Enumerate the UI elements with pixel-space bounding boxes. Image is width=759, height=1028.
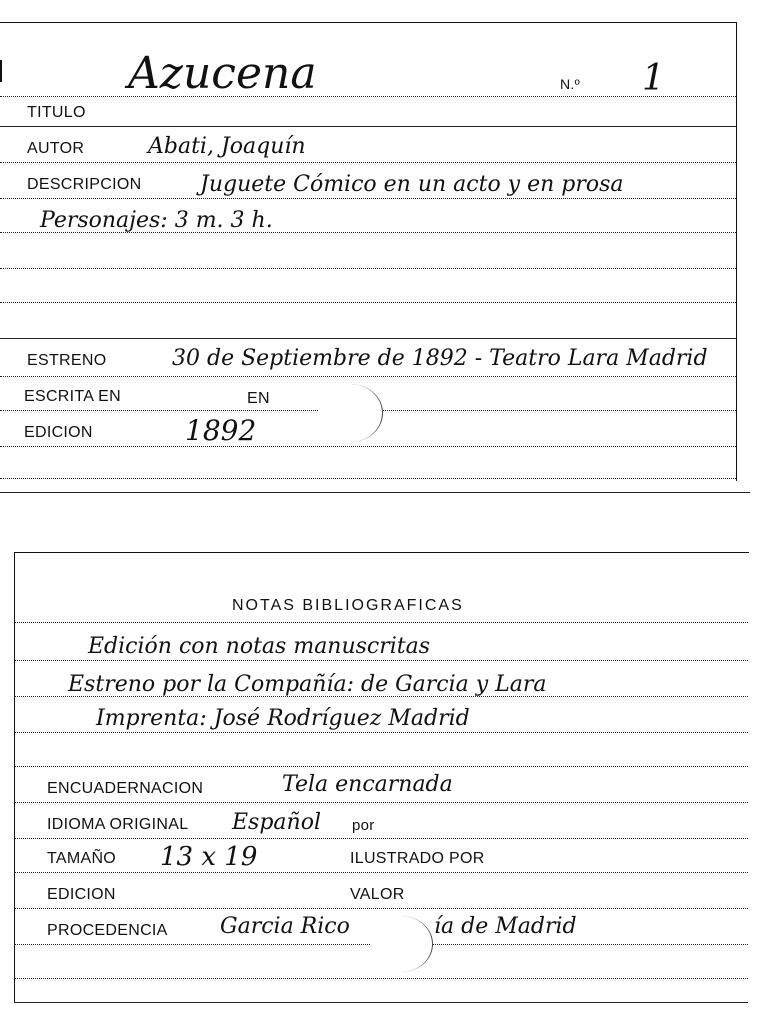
label-autor: AUTOR (27, 140, 85, 157)
value-edicion: 1892 (185, 414, 257, 447)
form-line (0, 302, 736, 303)
form-line (0, 232, 736, 233)
form-line (0, 446, 736, 447)
note-line-2: Estreno por la Compañía: de Garcia y Lara (68, 672, 547, 697)
form-line (0, 376, 736, 377)
note-line-3: Imprenta: José Rodríguez Madrid (96, 706, 470, 731)
paper-blot (318, 384, 383, 442)
value-idioma: Español (232, 810, 321, 835)
form-line (14, 978, 748, 979)
card-bottom-edge (14, 1002, 748, 1003)
form-line (14, 660, 748, 661)
form-line (14, 696, 748, 697)
value-encuadernacion: Tela encarnada (282, 772, 453, 797)
value-descripcion: Juguete Cómico en un acto y en prosa (200, 172, 624, 197)
number-label: N.º (560, 76, 581, 92)
form-line (14, 622, 748, 623)
label-descripcion: DESCRIPCION (27, 176, 142, 193)
label-por: por (352, 817, 375, 834)
form-line (14, 732, 748, 733)
form-line (14, 908, 748, 909)
label-procedencia: PROCEDENCIA (47, 922, 168, 939)
title-handwritten: Azucena (128, 48, 317, 99)
form-line (0, 338, 736, 339)
notes-heading: NOTAS BIBLIOGRAFICAS (232, 597, 464, 614)
value-autor: Abati, Joaquín (148, 134, 306, 159)
value-procedencia-tail: ía de Madrid (434, 914, 577, 939)
label-encuadernacion: ENCUADERNACION (47, 780, 204, 797)
note-line-1: Edición con notas manuscritas (88, 634, 431, 659)
label-ilustrado: ILUSTRADO POR (350, 850, 485, 867)
form-line (0, 96, 736, 97)
label-edicion-2: EDICION (47, 886, 116, 903)
form-line (0, 268, 736, 269)
form-line (0, 126, 736, 127)
form-line (14, 872, 748, 873)
label-valor: VALOR (350, 886, 405, 903)
value-procedencia: Garcia Rico (220, 914, 350, 939)
form-line (0, 162, 736, 163)
label-escrita-en: ESCRITA EN (24, 388, 121, 405)
value-estreno: 30 de Septiembre de 1892 - Teatro Lara Madrid (172, 346, 708, 371)
label-idioma: IDIOMA ORIGINAL (47, 816, 189, 833)
card-bottom-edge (0, 478, 736, 479)
label-tamano: TAMAÑO (47, 850, 117, 867)
label-titulo: TITULO (27, 104, 86, 121)
form-line (14, 766, 748, 767)
label-edicion: EDICION (24, 424, 93, 441)
value-tamano: 13 x 19 (160, 842, 258, 872)
form-line (0, 198, 736, 199)
card-bottom-edge (0, 492, 750, 493)
number-handwritten: 1 (642, 58, 665, 99)
label-en: EN (247, 390, 270, 407)
form-line (14, 802, 748, 803)
form-line (14, 838, 748, 839)
card-edge-mark (0, 60, 2, 82)
value-personajes: Personajes: 3 m. 3 h. (40, 208, 273, 233)
label-estreno: ESTRENO (27, 352, 107, 369)
paper-blot (370, 916, 433, 972)
